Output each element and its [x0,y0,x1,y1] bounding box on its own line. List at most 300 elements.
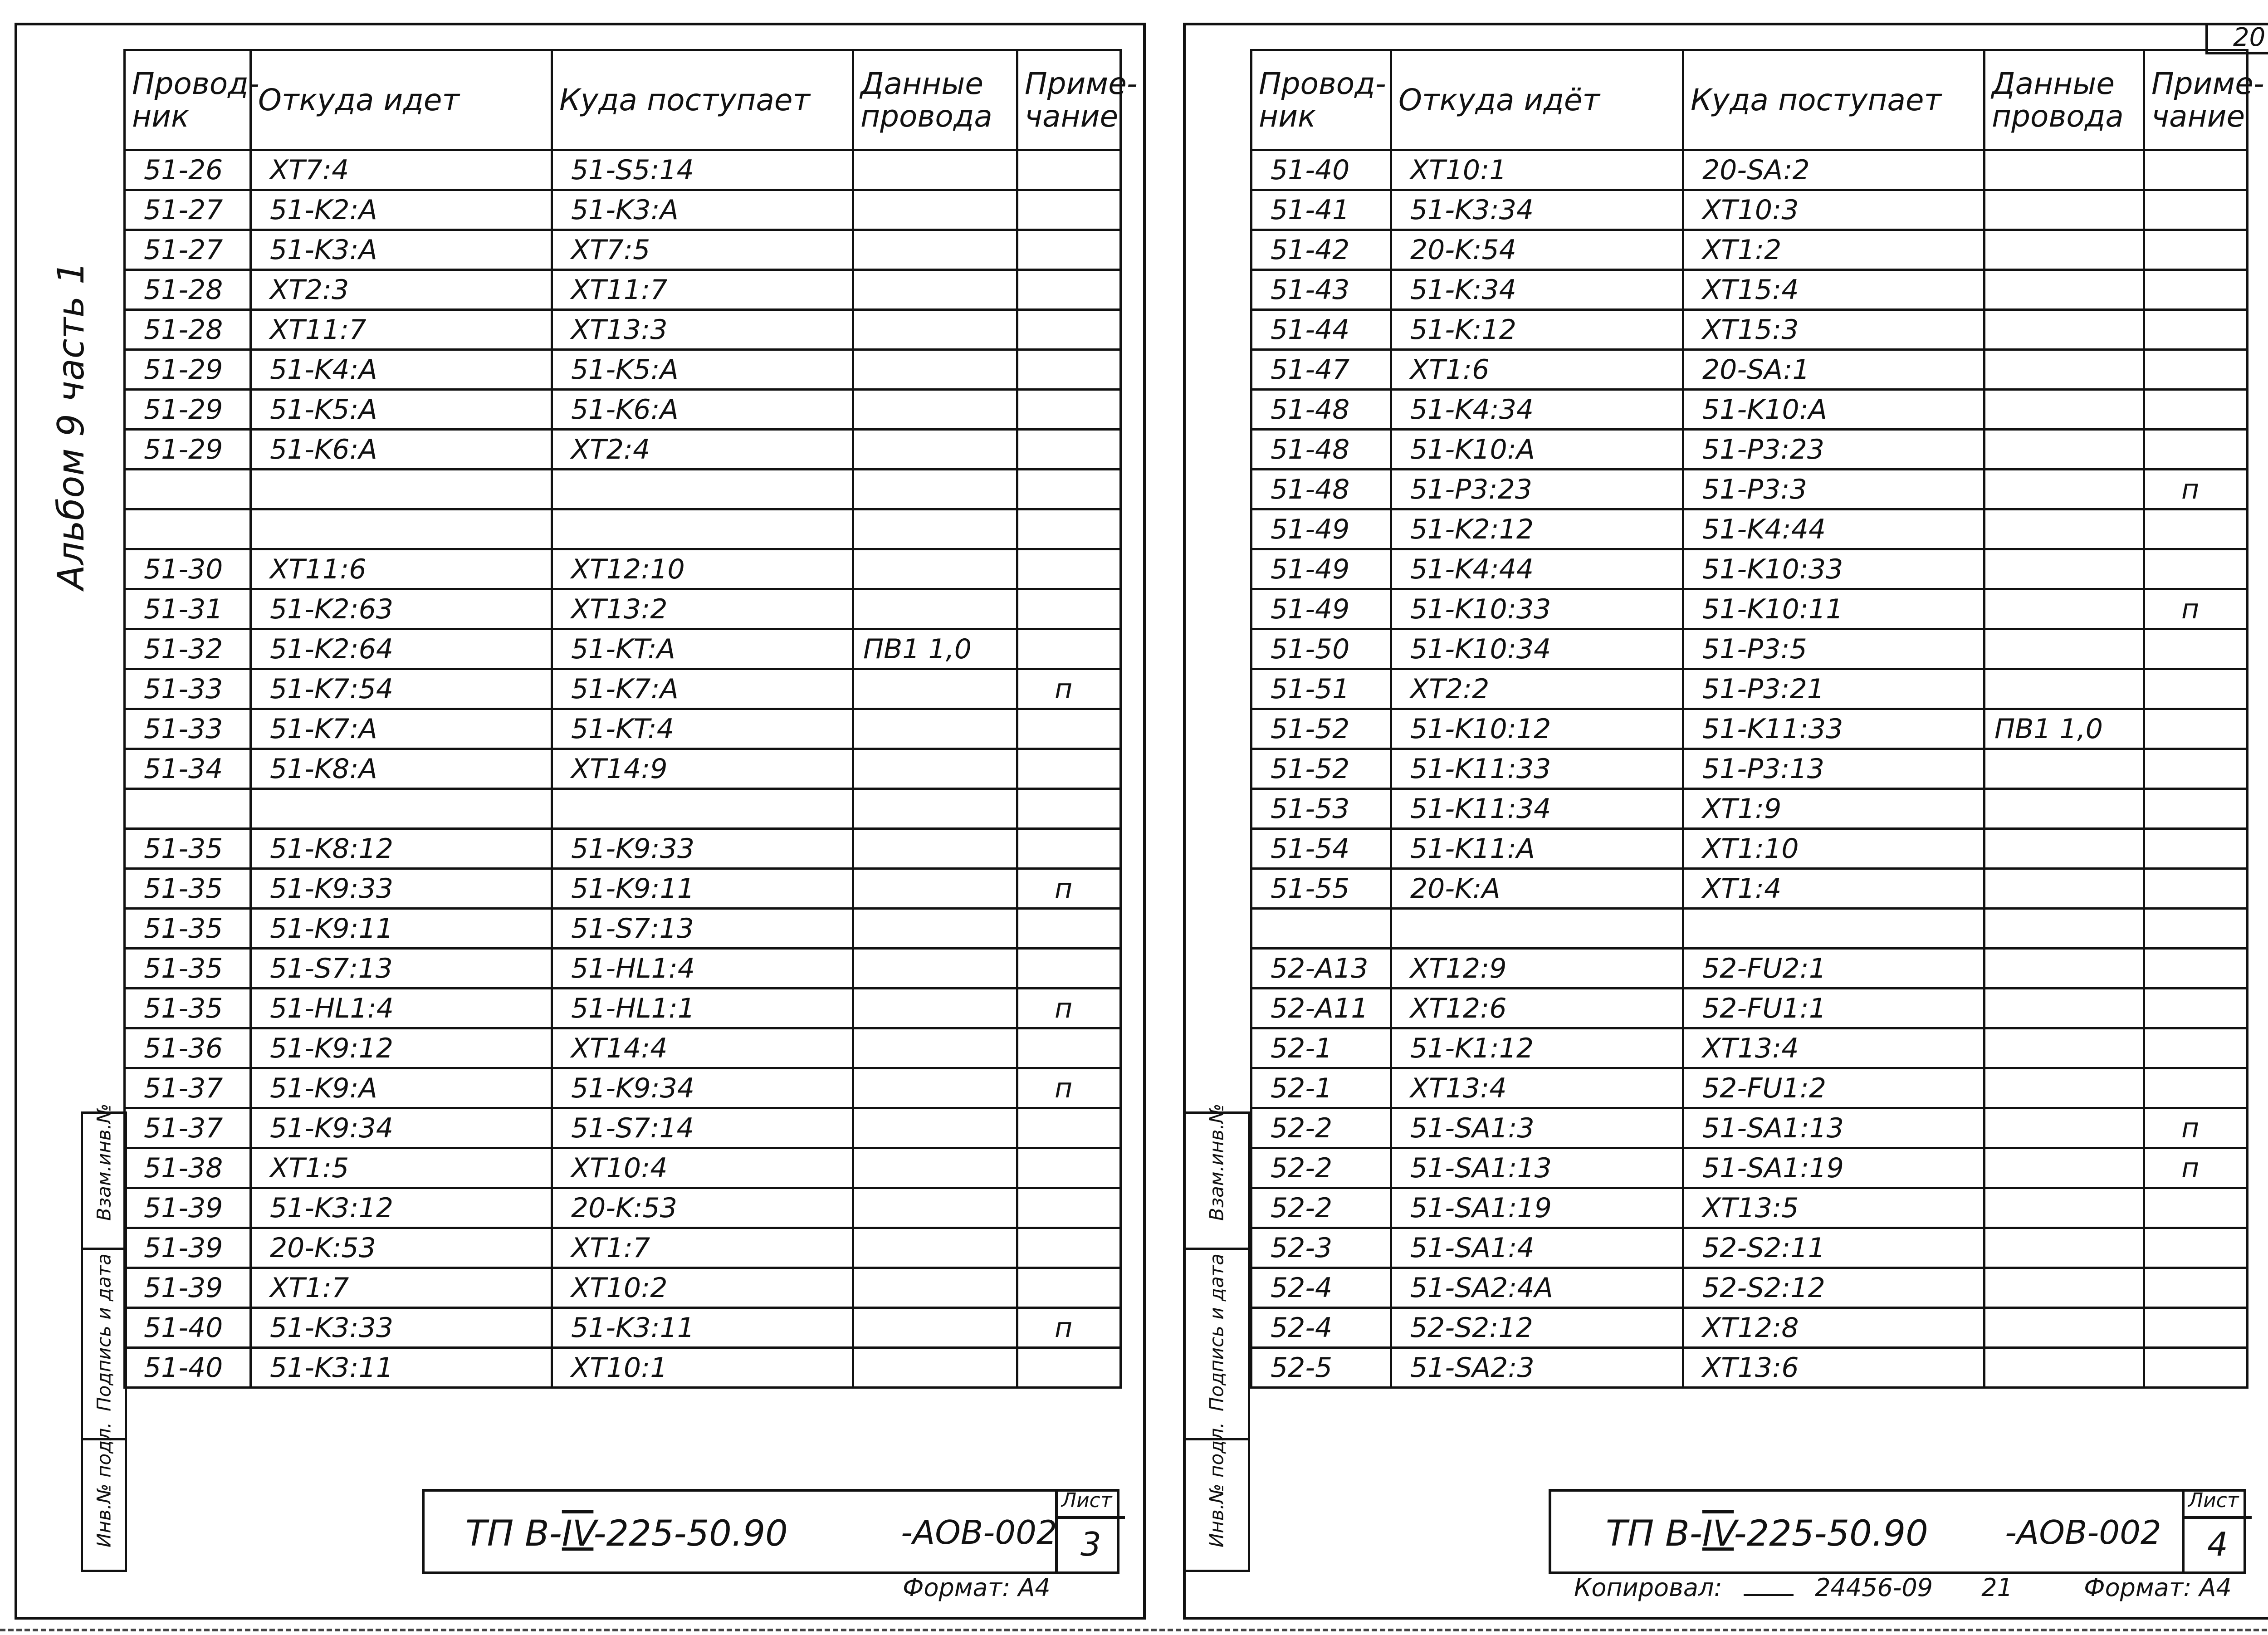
table-row [125,1148,1121,1188]
cell-from: XT12:9 [1391,949,1683,989]
table-row [125,190,1121,230]
right-wire-table [1250,49,2264,1389]
left-format: Формат: А4 [903,1573,1051,1602]
header-from-r: Откуда идёт [1391,50,1683,150]
table-row [1251,629,2248,669]
cell-conductor: 51-29 [125,390,251,430]
table-row [1251,350,2248,390]
left-title-block [422,1489,1119,1574]
table-row [1251,509,2248,549]
cell-note: п [1017,1068,1121,1108]
cell-data [1984,1188,2144,1228]
side-label-vzam-r: Взам.инв.№ [1205,1103,1228,1221]
table-row [125,1268,1121,1308]
cell-from: 51-K4:44 [1391,549,1683,589]
cell-from: XT12:6 [1391,989,1683,1028]
cell-from: 51-K9:33 [251,869,552,909]
cell-conductor: 51-37 [125,1108,251,1148]
cell-from: XT10:1 [1391,150,1683,190]
table-row [1251,1148,2248,1188]
side-cell-inv-r [1185,1422,1248,1574]
table-row [1251,1188,2248,1228]
cell-to [552,789,853,829]
cell-conductor: 51-53 [1251,789,1391,829]
cell-conductor: 51-49 [1251,509,1391,549]
cell-note [1017,909,1121,949]
cell-data [853,310,1017,350]
header-conductor: Провод-ник [125,50,251,150]
cell-conductor: 51-41 [1251,190,1391,230]
right-title-block [1549,1489,2246,1574]
cell-note: п [1017,989,1121,1028]
cell-to: 51-S5:14 [552,150,853,190]
side-label-podpis-r: Подпись и дата [1205,1253,1228,1411]
cell-conductor [1251,909,1391,949]
cell-to: XT1:4 [1683,869,1984,909]
cell-data [853,1148,1017,1188]
cell-to: XT1:2 [1683,230,1984,270]
cell-conductor: 51-47 [1251,350,1391,390]
cell-data [853,350,1017,390]
table-row [1251,1068,2248,1108]
cell-to: XT11:7 [552,270,853,310]
cell-to: 51-S7:14 [552,1108,853,1148]
table-row [125,310,1121,350]
cell-from: 51-K3:A [251,230,552,270]
left-list-box [1055,1489,1125,1574]
table-row [1251,789,2248,829]
cell-conductor [125,789,251,829]
cell-from: 51-K3:34 [1391,190,1683,230]
header-from: Откуда идет [251,50,552,150]
cell-to: XT12:8 [1683,1308,1984,1348]
right-doc-roman: IV [1702,1513,1734,1554]
table-row [125,709,1121,749]
cell-data [1984,390,2144,430]
cell-data [853,829,1017,869]
cell-conductor: 51-38 [125,1148,251,1188]
cell-conductor: 52-3 [1251,1228,1391,1268]
cell-conductor: 52-A13 [1251,949,1391,989]
right-list-number: 4 [2207,1525,2228,1563]
table-row [1251,1028,2248,1068]
table-row [125,270,1121,310]
cell-data [853,869,1017,909]
cell-conductor: 51-49 [1251,589,1391,629]
table-row [1251,230,2248,270]
cell-to: 51-K9:11 [552,869,853,909]
cell-conductor: 51-28 [125,270,251,310]
cell-note [2144,350,2248,390]
cell-conductor: 51-40 [125,1308,251,1348]
cell-note [2144,909,2248,949]
cell-to: 51-S7:13 [552,909,853,949]
cell-note [2144,1028,2248,1068]
cell-note [1017,749,1121,789]
cell-data [1984,1148,2144,1188]
table-row [125,629,1121,669]
cell-data [1984,549,2144,589]
cell-to: 51-K10:11 [1683,589,1984,629]
cell-to: XT13:4 [1683,1028,1984,1068]
cell-data [1984,829,2144,869]
cell-note [1017,589,1121,629]
cell-data: ПВ1 1,0 [1984,709,2144,749]
cell-from: XT1:7 [251,1268,552,1308]
cell-to [552,470,853,509]
cell-note [1017,1228,1121,1268]
cell-note [1017,430,1121,470]
table-row [1251,310,2248,350]
side-label-podpis: Подпись и дата [93,1253,115,1411]
cell-from: 51-K9:A [251,1068,552,1108]
cell-from: 51-K5:A [251,390,552,430]
table-row [1251,669,2248,709]
header-data-r: Данные провода [1984,50,2144,150]
copied-number: 24456-09 [1815,1573,1933,1602]
cell-data [853,509,1017,549]
cell-from: 51-K2:63 [251,589,552,629]
cell-conductor: 51-52 [1251,749,1391,789]
cell-to: 51-K5:A [552,350,853,390]
cell-from: 51-SA1:4 [1391,1228,1683,1268]
left-wire-table [123,49,1138,1389]
left-doc-suffix: -АОВ-002 [901,1513,1057,1552]
header-conductor-r: Провод-ник [1251,50,1391,150]
side-cell-inv [83,1422,125,1574]
header-note-r: Приме-чание [2144,50,2248,150]
cell-note [1017,829,1121,869]
left-doc-rest: -225-50.90 [593,1513,788,1554]
cell-note [1017,270,1121,310]
right-doc-suffix: -АОВ-002 [2005,1513,2161,1552]
cell-to: 51-KT:A [552,629,853,669]
cell-to: 51-P3:3 [1683,470,1984,509]
cell-from: 20-K:53 [251,1228,552,1268]
cell-data [1984,230,2144,270]
cell-from [1391,909,1683,949]
right-header-row [1251,50,2248,150]
cell-conductor: 51-43 [1251,270,1391,310]
cell-from: XT11:7 [251,310,552,350]
cell-conductor: 51-35 [125,829,251,869]
cell-data [853,549,1017,589]
cell-data [853,669,1017,709]
cell-data [853,430,1017,470]
table-row [125,789,1121,829]
cell-conductor: 51-30 [125,549,251,589]
cell-data [853,789,1017,829]
cell-conductor: 51-39 [125,1228,251,1268]
cell-data [1984,270,2144,310]
cell-note [2144,1188,2248,1228]
table-row [1251,1308,2248,1348]
cell-from: XT7:4 [251,150,552,190]
cell-data [853,909,1017,949]
table-row [125,430,1121,470]
cell-conductor: 51-52 [1251,709,1391,749]
cell-from: 51-K3:12 [251,1188,552,1228]
cell-note: п [1017,1308,1121,1348]
cell-conductor: 52-A11 [1251,989,1391,1028]
table-row [1251,1268,2248,1308]
cell-from: 51-SA1:19 [1391,1188,1683,1228]
cell-note [1017,190,1121,230]
table-row [1251,1228,2248,1268]
left-doc-number [465,1513,788,1554]
cell-conductor: 52-2 [1251,1108,1391,1148]
side-cell-vzam [83,1103,125,1248]
cell-conductor: 52-2 [1251,1188,1391,1228]
cell-from: 51-K8:12 [251,829,552,869]
cell-to: 51-K6:A [552,390,853,430]
cell-data [1984,669,2144,709]
cell-data [853,270,1017,310]
cell-note: п [1017,869,1121,909]
cell-conductor: 51-28 [125,310,251,350]
table-row [125,1188,1121,1228]
cell-from [251,470,552,509]
header-note: Приме-чание [1017,50,1121,150]
cell-conductor: 52-5 [1251,1348,1391,1388]
cell-conductor: 51-50 [1251,629,1391,669]
cell-to: XT1:10 [1683,829,1984,869]
cell-conductor: 51-48 [1251,390,1391,430]
cell-from: 51-K10:34 [1391,629,1683,669]
table-row [1251,150,2248,190]
cell-from: 51-K9:34 [251,1108,552,1148]
cell-data [853,1028,1017,1068]
table-row [125,669,1121,709]
left-list-divider [1058,1516,1125,1519]
cell-conductor: 51-42 [1251,230,1391,270]
cell-note: п [2144,589,2248,629]
cell-to: XT13:6 [1683,1348,1984,1388]
table-row [125,470,1121,509]
cell-conductor: 51-40 [125,1348,251,1388]
cell-to: 52-FU1:2 [1683,1068,1984,1108]
cell-from: 51-SA1:13 [1391,1148,1683,1188]
cell-to: 51-K11:33 [1683,709,1984,749]
cell-data [1984,749,2144,789]
cell-note [1017,1148,1121,1188]
cell-conductor: 52-4 [1251,1268,1391,1308]
cell-note [1017,629,1121,669]
header-data: Данные провода [853,50,1017,150]
cell-conductor: 51-55 [1251,869,1391,909]
cell-note [1017,509,1121,549]
cell-to: XT13:5 [1683,1188,1984,1228]
cell-to: 51-SA1:19 [1683,1148,1984,1188]
cell-data [1984,470,2144,509]
cell-data [1984,150,2144,190]
cell-conductor: 51-35 [125,949,251,989]
cell-to: 51-P3:5 [1683,629,1984,669]
cell-note [2144,1068,2248,1108]
cell-data [853,190,1017,230]
cell-from: 51-K11:34 [1391,789,1683,829]
cell-conductor: 51-29 [125,350,251,390]
cell-conductor: 51-37 [125,1068,251,1108]
cell-note [2144,430,2248,470]
table-row [1251,749,2248,789]
table-row [1251,390,2248,430]
cell-from: 52-S2:12 [1391,1308,1683,1348]
cell-conductor: 51-49 [1251,549,1391,589]
cell-note [2144,390,2248,430]
cell-to: 51-K4:44 [1683,509,1984,549]
table-row [125,509,1121,549]
right-copied-row [1574,1573,2232,1602]
cell-note [1017,1028,1121,1068]
cell-conductor: 51-32 [125,629,251,669]
cell-from: XT2:3 [251,270,552,310]
cell-to: 20-SA:2 [1683,150,1984,190]
left-list-label: Лист [1061,1489,1112,1512]
cell-note [2144,1228,2248,1268]
table-row [1251,909,2248,949]
cell-conductor: 52-1 [1251,1068,1391,1108]
left-doc-roman: IV [562,1513,594,1554]
cell-data [1984,190,2144,230]
cell-to: 51-P3:13 [1683,749,1984,789]
cell-note [2144,629,2248,669]
cell-data [853,709,1017,749]
cell-data [1984,1028,2144,1068]
cell-conductor: 52-1 [1251,1028,1391,1068]
cell-data [1984,1308,2144,1348]
cell-data [853,1108,1017,1148]
cell-from: 51-K9:12 [251,1028,552,1068]
cell-from: XT2:2 [1391,669,1683,709]
cell-data [1984,1348,2144,1388]
cell-from: 51-K3:33 [251,1308,552,1348]
cell-to: 20-SA:1 [1683,350,1984,390]
cell-note [2144,949,2248,989]
table-row [125,909,1121,949]
cell-note [1017,230,1121,270]
cell-to: XT15:3 [1683,310,1984,350]
cell-from: 51-K4:A [251,350,552,390]
cell-data: ПВ1 1,0 [853,629,1017,669]
cell-note [2144,669,2248,709]
cell-data [1984,1068,2144,1108]
table-row [1251,1108,2248,1148]
cell-to: 51-K3:A [552,190,853,230]
cell-data [1984,430,2144,470]
table-row [125,869,1121,909]
cell-conductor: 51-40 [1251,150,1391,190]
cell-conductor: 51-26 [125,150,251,190]
cell-conductor: 51-31 [125,589,251,629]
cell-from: 51-K10:12 [1391,709,1683,749]
right-list-box [2182,1489,2252,1574]
cell-note [2144,869,2248,909]
cell-to: XT12:10 [552,549,853,589]
cell-data [1984,989,2144,1028]
left-doc-prefix: ТП В- [465,1513,562,1554]
cell-to: 51-SA1:13 [1683,1108,1984,1148]
cell-to: XT1:7 [552,1228,853,1268]
cell-from: 51-SA2:4A [1391,1268,1683,1308]
cell-from: 51-K:34 [1391,270,1683,310]
side-label-vzam: Взам.инв.№ [93,1103,115,1221]
cell-conductor: 51-48 [1251,470,1391,509]
cell-from: 20-K:A [1391,869,1683,909]
cell-note: п [1017,669,1121,709]
cell-to [552,509,853,549]
cell-data [853,949,1017,989]
cell-note [1017,310,1121,350]
cell-note [2144,509,2248,549]
cell-note [1017,789,1121,829]
cell-to: XT7:5 [552,230,853,270]
cell-from: 51-K2:64 [251,629,552,669]
cell-from: 20-K:54 [1391,230,1683,270]
table-row [125,1028,1121,1068]
side-cell-vzam-r [1185,1103,1248,1248]
cell-note [2144,190,2248,230]
cell-data [853,1188,1017,1228]
cell-from: 51-K9:11 [251,909,552,949]
right-doc-rest: -225-50.90 [1734,1513,1928,1554]
table-row [1251,949,2248,989]
table-row [125,749,1121,789]
cell-from: 51-K3:11 [251,1348,552,1388]
cell-conductor: 51-35 [125,909,251,949]
table-row [125,549,1121,589]
cell-to: 52-FU1:1 [1683,989,1984,1028]
cell-data [1984,509,2144,549]
cell-from: 51-K2:A [251,190,552,230]
cell-to: 20-K:53 [552,1188,853,1228]
right-list-label: Лист [2188,1489,2239,1512]
cell-note [2144,989,2248,1028]
table-row [1251,1348,2248,1388]
cell-from: 51-SA2:3 [1391,1348,1683,1388]
cell-to: XT14:4 [552,1028,853,1068]
cell-data [853,989,1017,1028]
table-row [1251,470,2248,509]
table-row [1251,869,2248,909]
cell-from: 51-K10:33 [1391,589,1683,629]
side-cell-podpis-r [1185,1248,1248,1438]
cell-to: XT10:1 [552,1348,853,1388]
cell-note [2144,270,2248,310]
cell-note [2144,310,2248,350]
side-label-inv: Инв.№ подл. [93,1422,115,1547]
cell-note [2144,789,2248,829]
table-row [125,150,1121,190]
cell-data [1984,629,2144,669]
right-doc-prefix: ТП В- [1606,1513,1702,1554]
cell-from: 51-K8:A [251,749,552,789]
table-row [125,949,1121,989]
cell-from: 51-K4:34 [1391,390,1683,430]
table-row [125,230,1121,270]
cell-conductor: 51-35 [125,869,251,909]
table-row [125,829,1121,869]
cell-to: 51-P3:23 [1683,430,1984,470]
cell-note [2144,709,2248,749]
cell-to: XT1:9 [1683,789,1984,829]
table-row [1251,709,2248,749]
cell-note [2144,549,2248,589]
cell-from [251,509,552,549]
cell-conductor: 51-33 [125,669,251,709]
cell-conductor: 51-44 [1251,310,1391,350]
cell-data [853,749,1017,789]
